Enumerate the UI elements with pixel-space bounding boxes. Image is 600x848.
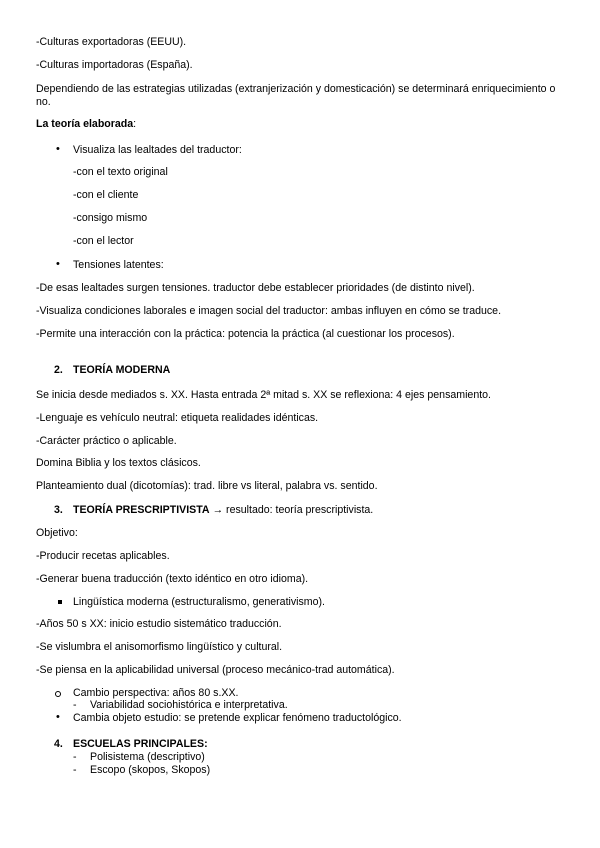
text-line: -Permite una interacción con la práctica: potencia la práctica (al cuestionar los procesos).	[36, 328, 455, 340]
sub-item: -con el lector	[73, 235, 134, 247]
section-number: 2.	[54, 364, 63, 376]
bullet-item: Tensiones latentes:	[73, 259, 164, 271]
dash-bullet-icon: -	[73, 699, 77, 711]
sub-item: Variabilidad sociohistórica e interpretativa.	[90, 699, 288, 711]
subheading-colon: :	[133, 118, 137, 130]
bullet-icon: •	[56, 143, 60, 155]
text-line: -De esas lealtades surgen tensiones. traductor debe establecer prioridades (de distinto nivel).	[36, 282, 475, 294]
text-line: -Se vislumbra el anisomorfismo lingüístico y cultural.	[36, 641, 283, 653]
section-number: 4.	[54, 738, 63, 750]
list-item: Escopo (skopos, Skopos)	[90, 764, 211, 776]
bullet-item: Cambio perspectiva: años 80 s.XX.	[73, 687, 239, 699]
text-line: Se inicia desde mediados s. XX. Hasta entrada 2ª mitad s. XX se reflexiona: 4 ejes pensamiento.	[36, 389, 491, 401]
text-line: -Generar buena traducción (texto idéntico en otro idioma).	[36, 573, 309, 585]
text-line: -Culturas exportadoras (EEUU).	[36, 36, 187, 48]
dash-bullet-icon: -	[73, 751, 77, 763]
section-heading: ESCUELAS PRINCIPALES:	[73, 738, 208, 750]
bullet-item: Cambia objeto estudio: se pretende explicar fenómeno traductológico.	[73, 712, 402, 724]
square-bullet-icon	[58, 600, 62, 604]
section-heading-line	[73, 504, 373, 517]
text-line: -Producir recetas aplicables.	[36, 550, 170, 562]
bullet-item: Lingüística moderna (estructuralismo, generativismo).	[73, 596, 325, 608]
sub-item: -con el cliente	[73, 189, 139, 201]
sub-item: -consigo mismo	[73, 212, 148, 224]
subheading	[36, 118, 136, 131]
bullet-icon: •	[56, 258, 60, 270]
text-paragraph: Dependiendo de las estrategias utilizadas (extranjerización y domesticación) se determinará enriquecimiento o no.	[36, 83, 556, 109]
bullet-item: Visualiza las lealtades del traductor:	[73, 144, 242, 156]
bullet-icon: •	[56, 711, 60, 723]
text-line: Domina Biblia y los textos clásicos.	[36, 457, 201, 469]
text-line: -Visualiza condiciones laborales e imagen social del traductor: ambas influyen en cómo se traduce.	[36, 305, 502, 317]
section-heading-rest: → resultado: teoría prescriptivista.	[209, 504, 374, 516]
list-item: Polisistema (descriptivo)	[90, 751, 205, 763]
circle-bullet-icon	[55, 691, 61, 697]
text-line: -Culturas importadoras (España).	[36, 59, 193, 71]
text-line: Objetivo:	[36, 527, 78, 539]
section-heading: TEORÍA PRESCRIPTIVISTA	[73, 504, 210, 516]
section-number: 3.	[54, 504, 63, 516]
text-line: -Carácter práctico o aplicable.	[36, 435, 177, 447]
text-line: -Lenguaje es vehículo neutral: etiqueta realidades idénticas.	[36, 412, 319, 424]
dash-bullet-icon: -	[73, 764, 77, 776]
subheading-bold: La teoría elaborada	[36, 118, 134, 130]
text-line: -Se piensa en la aplicabilidad universal (proceso mecánico-trad automática).	[36, 664, 395, 676]
text-line: -Años 50 s XX: inicio estudio sistemático traducción.	[36, 618, 282, 630]
section-heading: TEORÍA MODERNA	[73, 364, 171, 376]
sub-item: -con el texto original	[73, 166, 168, 178]
text-line: Planteamiento dual (dicotomías): trad. libre vs literal, palabra vs. sentido.	[36, 480, 378, 492]
